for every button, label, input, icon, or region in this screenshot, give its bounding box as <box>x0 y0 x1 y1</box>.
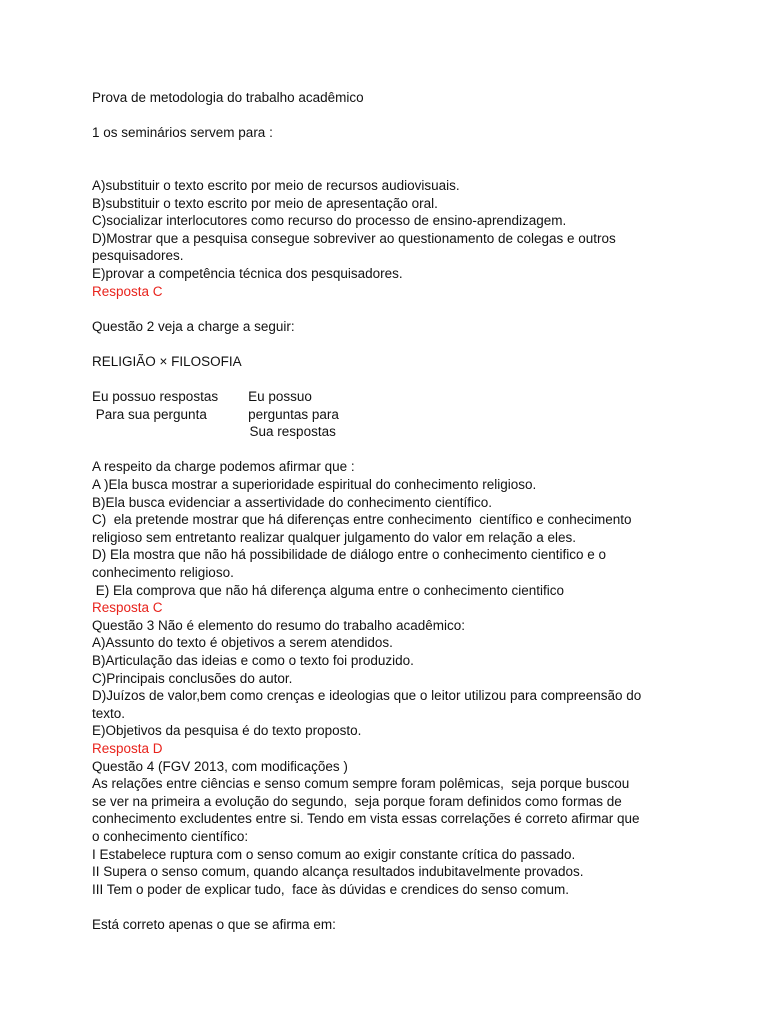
question-3-answer: Resposta D <box>92 740 163 756</box>
question-3-prompt: Questão 3 Não é elemento do resumo do trabalho acadêmico: <box>92 617 465 633</box>
question-1-option-e: E)provar a competência técnica dos pesquisadores. <box>92 265 403 281</box>
question-2-option-c-cont: religioso sem entretanto realizar qualquer julgamento do valor em relação a eles. <box>92 529 577 545</box>
question-4 <box>92 758 712 934</box>
question-2-answer: Resposta C <box>92 600 163 616</box>
question-4-closing: Está correto apenas o que se afirma em: <box>92 916 336 932</box>
question-2-option-c: C) ela pretende mostrar que há diferenças entre conhecimento científico e conhecimento <box>92 512 632 528</box>
question-4-statement-3: III Tem o poder de explicar tudo, face às dúvidas e crendices do senso comum. <box>92 881 570 897</box>
spacer <box>92 142 712 160</box>
question-1-prompt: 1 os seminários servem para : <box>92 125 273 141</box>
question-2-stem: A respeito da charge podemos afirmar que : <box>92 459 355 475</box>
question-2-option-d-cont: conhecimento religioso. <box>92 565 234 581</box>
question-2-option-b: B)Ela busca evidenciar a assertividade do conhecimento científico. <box>92 494 492 510</box>
question-2-option-e: E) Ela comprova que não há diferença alguma entre o conhecimento cientifico <box>92 582 565 598</box>
spacer <box>92 371 712 389</box>
question-2-prompt: Questão 2 veja a charge a seguir: <box>92 318 295 334</box>
question-3-option-c: C)Principais conclusões do autor. <box>92 670 293 686</box>
document-page <box>92 89 712 934</box>
question-3-option-d: D)Juízos de valor,bem como crenças e ideologias que o leitor utilizou para compreensão do <box>92 688 642 704</box>
question-4-stem-line-4: o conhecimento científico: <box>92 828 249 844</box>
question-3-option-d-cont: texto. <box>92 705 126 721</box>
spacer <box>92 335 712 353</box>
question-4-statement-2: II Supera o senso comum, quando alcança resultados indubitavelmente provados. <box>92 864 584 880</box>
question-3 <box>92 617 712 758</box>
charge-title: RELIGIÃO × FILOSOFIA <box>92 353 242 369</box>
charge-line-1: Eu possuo respostas Eu possuo <box>92 389 312 405</box>
question-4-prompt: Questão 4 (FGV 2013, com modificações ) <box>92 758 348 774</box>
question-4-stem-line-2: se ver na primeira a evolução do segundo, seja porque foram definidos como formas de <box>92 793 622 809</box>
question-2-option-a: A )Ela busca mostrar a superioridade espiritual do conhecimento religioso. <box>92 477 537 493</box>
question-1-option-c: C)socializar interlocutores como recurso do processo de ensino-aprendizagem. <box>92 213 567 229</box>
question-1-answer: Resposta C <box>92 283 163 299</box>
question-1-option-d: D)Mostrar que a pesquisa consegue sobreviver ao questionamento de colegas e outros <box>92 230 616 246</box>
question-1-option-b: B)substituir o texto escrito por meio de apresentação oral. <box>92 195 438 211</box>
charge-line-2: Para sua pergunta perguntas para <box>92 406 339 422</box>
question-1-option-a: A)substituir o texto escrito por meio de recursos audiovisuais. <box>92 177 460 193</box>
question-4-stem-line-1: As relações entre ciências e senso comum sempre foram polêmicas, seja porque buscou <box>92 776 630 792</box>
question-1 <box>92 124 712 300</box>
spacer <box>92 300 712 318</box>
charge-line-3: Sua respostas <box>92 424 336 440</box>
question-4-stem-line-3: conhecimento excludentes entre si. Tendo em vista essas correlações é correto afirmar que <box>92 811 640 827</box>
question-2 <box>92 318 712 617</box>
question-3-option-a: A)Assunto do texto é objetivos a serem atendidos. <box>92 635 393 651</box>
spacer <box>92 441 712 459</box>
question-4-statement-1: I Estabelece ruptura com o senso comum ao exigir constante crítica do passado. <box>92 846 576 862</box>
question-1-option-d-cont: pesquisadores. <box>92 248 184 264</box>
spacer <box>92 107 712 125</box>
question-2-option-d: D) Ela mostra que não há possibilidade de diálogo entre o conhecimento cientifico e o <box>92 547 607 563</box>
spacer <box>92 898 712 916</box>
question-3-option-e: E)Objetivos da pesquisa é do texto proposto. <box>92 723 362 739</box>
document-title: Prova de metodologia do trabalho acadêmico <box>92 90 364 105</box>
spacer <box>92 159 712 177</box>
question-3-option-b: B)Articulação das ideias e como o texto foi produzido. <box>92 653 414 668</box>
